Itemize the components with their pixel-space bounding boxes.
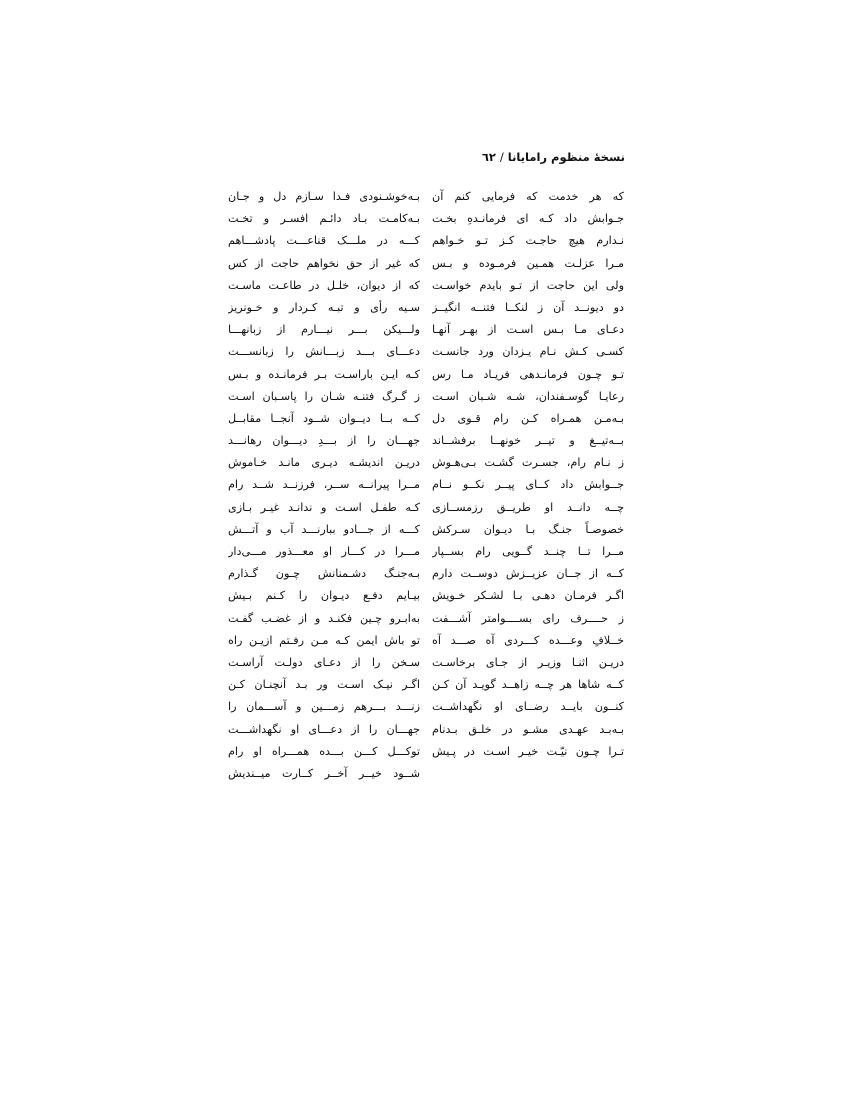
verse-line: ولی این حاجت از تـو بایدم خواسـت: [432, 278, 624, 292]
verse-line: بیـایم دفـع دیـوان را کـنم بـیش: [228, 589, 420, 603]
verse-line: که غیر از حق نخواهم حاجت از کس: [228, 256, 420, 270]
header-separator: /: [499, 150, 504, 164]
verse-line: کنــون بایــد رضــای او نگهداشــت: [432, 700, 624, 714]
verse-line: جهـــان را از بـــدِ دیـــوان رهانـــد: [228, 434, 420, 448]
verse-line: سـخن را از دعـای دولـت آراسـت: [228, 655, 420, 669]
verse-line: کـه طفـل اسـت و ندانـد غیـر بـازی: [228, 500, 420, 514]
verse-line: کـــه از جـــادو ببارنـــد آب و آتـــش: [228, 522, 420, 536]
verse-line: چــه دانــد او طریــق رزمســازی: [432, 500, 624, 514]
verse-line: جــوابش داد کــای پیــر نکــو نــام: [432, 478, 624, 492]
verse-line: بـه‌جنـگ دشـمنانش چـون گـذارم: [228, 567, 420, 581]
verse-line: دریـن اندیشـه دیـری مانـد خـاموش: [228, 456, 420, 470]
verse-line: به‌ابـرو چـین فکنـد و از غضـب گفـت: [228, 611, 420, 625]
verse-column-right: [432, 186, 624, 763]
verse-line: دریـن اثنـا وزیـر از جـای برخاسـت: [432, 655, 624, 669]
verse-line: دو دیونــد آن ز لنکــا فتنــه انگیــز: [432, 300, 624, 314]
verse-line: زنـــد بـــرهم زمـــین و آســـمان را: [228, 700, 420, 714]
verse-line: بـه‌خوشـنودی فـدا سـازم دل و جـان: [228, 190, 420, 203]
verse-line: شــود خیــر آخــر کــارت میــندیش: [228, 766, 420, 780]
verse-line: توکـــل کـــن بـــده همـــراه او رام: [228, 744, 420, 758]
verse-line: مــرا پیرانــه ســر، فرزنــد شــد رام: [228, 478, 420, 492]
verse-line: کسـی کـش نـام یـزدان ورد جانسـت: [432, 345, 624, 359]
verse-line: مـرا عزلـت همـین فرمـوده و بـس: [432, 256, 624, 270]
verse-line: تو باش ایمن کـه مـن رفـتم ازیـن راه: [228, 633, 420, 647]
verse-line: کـه ایـن باراسـت بـر فرمانـده و بـس: [228, 367, 420, 381]
verse-line: ولـــیکن بـــر نیـــارم از زبانهـــا: [228, 323, 420, 337]
verse-line: که از دیوان، خلـل در طاعـت ماسـت: [228, 278, 420, 292]
verse-line: که هر خدمت که فرمایی کنم آن: [432, 190, 624, 203]
verse-line: ز گـرگ فتنـه شـان را پاسـبان اسـت: [228, 389, 420, 403]
verse-line: مـــرا در کـــار او معـــذور مـــی‌دار: [228, 545, 420, 558]
verse-line: ز حــــرف رای بســــوامتر آشـــفت: [432, 611, 624, 625]
verse-line: دعـای مـا بـس اسـت از بهـر آنهـا: [432, 323, 624, 337]
verse-line: تـو چـون فرمانـدهی فریـاد مـا رس: [432, 367, 624, 381]
verse-line: کــه بــا دیــوان شــود آنجــا مقابــل: [228, 411, 420, 425]
verse-line: کـــه در ملـــک قناعـــت پادشـــاهم: [228, 234, 420, 248]
verse-line: کــه از جــان عزیــزش دوســت دارم: [432, 567, 624, 581]
verse-line: جهـــان را از دعـــای او نگهداشـــت: [228, 722, 420, 736]
verse-line: جـوابش داد کـه ای فرمانـدهِ بخـت: [432, 212, 624, 226]
verse-column-left: [228, 186, 420, 785]
verse-line: خــلافِ وعـــده کـــردی آه صـــد آه: [432, 633, 624, 647]
verse-line: نـدارم هیچ حاجـت کـز تـو خـواهم: [432, 234, 624, 248]
verse-line: اگـر نیـک اسـت ور بـد آنچنـان کـن: [228, 678, 420, 692]
book-title: نسخهٔ منظوم رامایانا: [507, 150, 625, 164]
running-header: [480, 150, 625, 170]
verse-line: کــه شاها هر چــه زاهــد گویـد آن کـن: [432, 678, 624, 692]
verse-line: تـرا چـون نیّـت خیـر اسـت در پـیش: [432, 744, 624, 758]
verse-line: رعایـا گوسـفندان، شـه شـبان اسـت: [432, 389, 624, 403]
verse-line: مــرا تــا چنــد گــویی رام بســپار: [432, 545, 624, 558]
verse-line: بـه‌بـد عهـدی مشـو در خلـق بـدنام: [432, 722, 624, 736]
verse-line: سـیه رأی و تبـه کـردار و خـونریز: [228, 300, 420, 314]
verse-line: ز نـام رام، جسـرت گشـت بـی‌هـوش: [432, 456, 624, 470]
verse-line: دعـــای بـــد زبـــانش را زبانســـت: [228, 345, 420, 359]
verse-line: خصوصـاً جنـگ بـا دیـوان سـرکش: [432, 522, 624, 536]
verse-line: اگـر فرمـان دهـی بـا لشـکر خـویش: [432, 589, 624, 603]
verse-line: بـه‌مـن همـراه کـن رام قـوی دل: [432, 411, 624, 425]
verse-line: بـه‌کامـت بـاد دائـم افسـر و تخـت: [228, 212, 420, 226]
page-number: ٦٢: [481, 150, 496, 164]
verse-line: بــه‌تیــغ و تیــر خونهــا برفشــاند: [432, 434, 624, 448]
